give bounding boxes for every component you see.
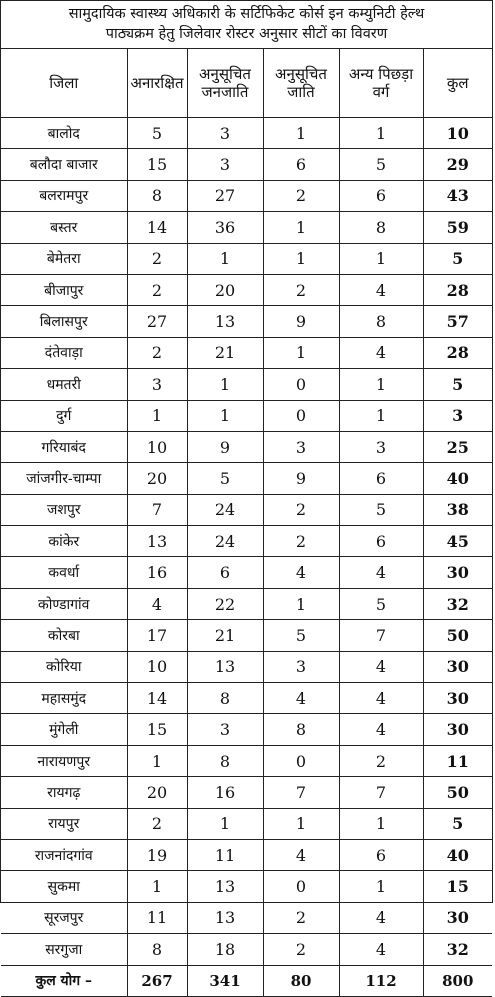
other-backward-class-cell: 1 <box>339 808 423 839</box>
title-line-2: पाठ्यक्रम हेतु जिलेवार रोस्टर अनुसार सीटों का विवरण <box>105 26 388 42</box>
total-cell: 30 <box>423 902 492 933</box>
scheduled-caste-cell: 0 <box>263 369 339 400</box>
table-row <box>1 902 492 933</box>
total-cell: 10 <box>423 118 492 149</box>
total-cell: 5 <box>423 369 492 400</box>
total-cell: 40 <box>423 839 492 870</box>
unreserved-cell: 2 <box>127 243 187 274</box>
header-total: कुल <box>423 49 492 118</box>
unreserved-cell: 15 <box>127 149 187 180</box>
other-backward-class-cell: 6 <box>339 839 423 870</box>
header-other-backward-class: अन्य पिछड़ा वर्ग <box>339 49 423 118</box>
table-total-row <box>1 965 492 996</box>
unreserved-cell: 20 <box>127 463 187 494</box>
district-cell: दंतेवाड़ा <box>1 337 127 368</box>
table-row <box>1 683 492 714</box>
table-row <box>1 934 492 965</box>
total-cell: 5 <box>423 243 492 274</box>
other-backward-class-cell: 5 <box>339 494 423 525</box>
total-cell: 57 <box>423 306 492 337</box>
total-cell: 32 <box>423 588 492 619</box>
scheduled-tribe-cell: 16 <box>187 777 263 808</box>
table-body <box>1 118 492 966</box>
table-row <box>1 212 492 243</box>
district-cell: सूरजपुर <box>1 902 127 933</box>
other-backward-class-cell: 1 <box>339 871 423 902</box>
scheduled-tribe-cell: 1 <box>187 243 263 274</box>
scheduled-caste-cell: 0 <box>263 400 339 431</box>
district-cell: धमतरी <box>1 369 127 400</box>
scheduled-caste-cell: 1 <box>263 118 339 149</box>
total-cell: 29 <box>423 149 492 180</box>
other-backward-class-cell: 1 <box>339 118 423 149</box>
other-backward-class-cell: 8 <box>339 212 423 243</box>
district-cell: बस्तर <box>1 212 127 243</box>
scheduled-caste-cell: 8 <box>263 714 339 745</box>
table-row <box>1 839 492 870</box>
unreserved-cell: 16 <box>127 557 187 588</box>
header-scheduled-caste: अनुसूचित जाति <box>263 49 339 118</box>
unreserved-cell: 1 <box>127 400 187 431</box>
table-row <box>1 588 492 619</box>
district-cell: बिलासपुर <box>1 306 127 337</box>
total-cell: 3 <box>423 400 492 431</box>
other-backward-class-cell: 7 <box>339 777 423 808</box>
unreserved-cell: 17 <box>127 620 187 651</box>
district-cell: कांकेर <box>1 526 127 557</box>
scheduled-tribe-cell: 6 <box>187 557 263 588</box>
district-cell: रायगढ़ <box>1 777 127 808</box>
scheduled-tribe-cell: 9 <box>187 431 263 462</box>
scheduled-tribe-cell: 13 <box>187 902 263 933</box>
total-cell: 38 <box>423 494 492 525</box>
other-backward-class-cell: 4 <box>339 274 423 305</box>
grand-total-unreserved: 267 <box>127 965 187 996</box>
total-cell: 30 <box>423 557 492 588</box>
table-row <box>1 620 492 651</box>
grand-total-total: 800 <box>423 965 492 996</box>
total-cell: 5 <box>423 808 492 839</box>
table-row <box>1 149 492 180</box>
scheduled-caste-cell: 2 <box>263 902 339 933</box>
district-cell: बीजापुर <box>1 274 127 305</box>
table-row <box>1 431 492 462</box>
scheduled-tribe-cell: 36 <box>187 212 263 243</box>
unreserved-cell: 19 <box>127 839 187 870</box>
total-cell: 25 <box>423 431 492 462</box>
table-row <box>1 118 492 149</box>
table-row <box>1 651 492 682</box>
scheduled-tribe-cell: 20 <box>187 274 263 305</box>
total-cell: 11 <box>423 745 492 776</box>
total-cell: 28 <box>423 274 492 305</box>
scheduled-caste-cell: 2 <box>263 934 339 965</box>
other-backward-class-cell: 6 <box>339 463 423 494</box>
district-cell: कोण्डागांव <box>1 588 127 619</box>
scheduled-caste-cell: 4 <box>263 839 339 870</box>
total-cell: 30 <box>423 714 492 745</box>
table-row <box>1 337 492 368</box>
scheduled-tribe-cell: 1 <box>187 400 263 431</box>
table-row <box>1 180 492 211</box>
scheduled-caste-cell: 1 <box>263 808 339 839</box>
district-cell: रायपुर <box>1 808 127 839</box>
scheduled-tribe-cell: 3 <box>187 118 263 149</box>
unreserved-cell: 14 <box>127 212 187 243</box>
unreserved-cell: 11 <box>127 902 187 933</box>
other-backward-class-cell: 8 <box>339 306 423 337</box>
scheduled-caste-cell: 2 <box>263 494 339 525</box>
other-backward-class-cell: 1 <box>339 243 423 274</box>
unreserved-cell: 20 <box>127 777 187 808</box>
scheduled-caste-cell: 1 <box>263 212 339 243</box>
grand-total-other-backward-class: 112 <box>339 965 423 996</box>
district-cell: दुर्ग <box>1 400 127 431</box>
scheduled-caste-cell: 1 <box>263 243 339 274</box>
scheduled-caste-cell: 6 <box>263 149 339 180</box>
total-cell: 40 <box>423 463 492 494</box>
other-backward-class-cell: 3 <box>339 431 423 462</box>
district-cell: कोरिया <box>1 651 127 682</box>
table-row <box>1 777 492 808</box>
district-cell: बलरामपुर <box>1 180 127 211</box>
district-cell: मुंगेली <box>1 714 127 745</box>
unreserved-cell: 1 <box>127 871 187 902</box>
other-backward-class-cell: 1 <box>339 400 423 431</box>
district-cell: कवर्धा <box>1 557 127 588</box>
district-cell: नारायणपुर <box>1 745 127 776</box>
table-row <box>1 494 492 525</box>
other-backward-class-cell: 7 <box>339 620 423 651</box>
table-header-row <box>1 49 492 118</box>
grand-total-label: कुल योग – <box>1 965 127 996</box>
scheduled-tribe-cell: 8 <box>187 745 263 776</box>
district-cell: जशपुर <box>1 494 127 525</box>
total-cell: 30 <box>423 683 492 714</box>
other-backward-class-cell: 4 <box>339 934 423 965</box>
table-row <box>1 243 492 274</box>
header-unreserved: अनारक्षित <box>127 49 187 118</box>
scheduled-tribe-cell: 5 <box>187 463 263 494</box>
other-backward-class-cell: 4 <box>339 714 423 745</box>
unreserved-cell: 8 <box>127 934 187 965</box>
other-backward-class-cell: 2 <box>339 745 423 776</box>
other-backward-class-cell: 5 <box>339 588 423 619</box>
scheduled-caste-cell: 1 <box>263 588 339 619</box>
other-backward-class-cell: 6 <box>339 180 423 211</box>
unreserved-cell: 15 <box>127 714 187 745</box>
scheduled-tribe-cell: 1 <box>187 369 263 400</box>
total-cell: 30 <box>423 651 492 682</box>
district-cell: कोरबा <box>1 620 127 651</box>
scheduled-caste-cell: 3 <box>263 431 339 462</box>
scheduled-tribe-cell: 1 <box>187 808 263 839</box>
unreserved-cell: 10 <box>127 651 187 682</box>
unreserved-cell: 10 <box>127 431 187 462</box>
scheduled-caste-cell: 2 <box>263 274 339 305</box>
seat-roster-table <box>1 49 492 997</box>
total-cell: 59 <box>423 212 492 243</box>
scheduled-caste-cell: 0 <box>263 745 339 776</box>
total-cell: 50 <box>423 620 492 651</box>
other-backward-class-cell: 4 <box>339 683 423 714</box>
other-backward-class-cell: 4 <box>339 557 423 588</box>
scheduled-caste-cell: 5 <box>263 620 339 651</box>
unreserved-cell: 2 <box>127 274 187 305</box>
table-row <box>1 745 492 776</box>
unreserved-cell: 2 <box>127 808 187 839</box>
district-cell: सरगुजा <box>1 934 127 965</box>
table-row <box>1 463 492 494</box>
district-cell: जांजगीर-चाम्पा <box>1 463 127 494</box>
table-row <box>1 400 492 431</box>
scheduled-caste-cell: 3 <box>263 651 339 682</box>
unreserved-cell: 14 <box>127 683 187 714</box>
scheduled-tribe-cell: 3 <box>187 714 263 745</box>
total-cell: 43 <box>423 180 492 211</box>
scheduled-tribe-cell: 8 <box>187 683 263 714</box>
district-cell: बलौदा बाजार <box>1 149 127 180</box>
table-row <box>1 526 492 557</box>
table-row <box>1 871 492 902</box>
unreserved-cell: 13 <box>127 526 187 557</box>
document-title <box>1 1 492 49</box>
scheduled-caste-cell: 0 <box>263 871 339 902</box>
district-cell: बालोद <box>1 118 127 149</box>
scheduled-caste-cell: 1 <box>263 337 339 368</box>
other-backward-class-cell: 4 <box>339 651 423 682</box>
table-row <box>1 808 492 839</box>
unreserved-cell: 7 <box>127 494 187 525</box>
table-row <box>1 557 492 588</box>
grand-total-scheduled-caste: 80 <box>263 965 339 996</box>
total-cell: 28 <box>423 337 492 368</box>
unreserved-cell: 3 <box>127 369 187 400</box>
other-backward-class-cell: 4 <box>339 337 423 368</box>
scheduled-caste-cell: 2 <box>263 526 339 557</box>
header-scheduled-tribe: अनुसूचित जनजाति <box>187 49 263 118</box>
scheduled-tribe-cell: 22 <box>187 588 263 619</box>
scheduled-caste-cell: 9 <box>263 306 339 337</box>
scheduled-tribe-cell: 13 <box>187 651 263 682</box>
scheduled-tribe-cell: 11 <box>187 839 263 870</box>
other-backward-class-cell: 5 <box>339 149 423 180</box>
scheduled-tribe-cell: 24 <box>187 494 263 525</box>
table-row <box>1 714 492 745</box>
scheduled-tribe-cell: 13 <box>187 871 263 902</box>
scheduled-tribe-cell: 21 <box>187 337 263 368</box>
unreserved-cell: 1 <box>127 745 187 776</box>
scheduled-caste-cell: 4 <box>263 557 339 588</box>
other-backward-class-cell: 4 <box>339 902 423 933</box>
total-cell: 45 <box>423 526 492 557</box>
unreserved-cell: 2 <box>127 337 187 368</box>
scheduled-caste-cell: 7 <box>263 777 339 808</box>
scheduled-tribe-cell: 21 <box>187 620 263 651</box>
title-line-1: सामुदायिक स्वास्थ्य अधिकारी के सर्टिफिकेट कोर्स इन कम्युनिटी हेल्थ <box>68 6 425 22</box>
table-row <box>1 369 492 400</box>
total-cell: 50 <box>423 777 492 808</box>
grand-total-scheduled-tribe: 341 <box>187 965 263 996</box>
table-row <box>1 306 492 337</box>
scheduled-tribe-cell: 13 <box>187 306 263 337</box>
unreserved-cell: 4 <box>127 588 187 619</box>
district-cell: महासमुंद <box>1 683 127 714</box>
scheduled-tribe-cell: 27 <box>187 180 263 211</box>
unreserved-cell: 5 <box>127 118 187 149</box>
scheduled-caste-cell: 2 <box>263 180 339 211</box>
district-cell: राजनांदगांव <box>1 839 127 870</box>
scheduled-tribe-cell: 24 <box>187 526 263 557</box>
scheduled-caste-cell: 4 <box>263 683 339 714</box>
unreserved-cell: 27 <box>127 306 187 337</box>
district-cell: बेमेतरा <box>1 243 127 274</box>
total-cell: 32 <box>423 934 492 965</box>
other-backward-class-cell: 6 <box>339 526 423 557</box>
district-cell: सुकमा <box>1 871 127 902</box>
table-row <box>1 274 492 305</box>
district-cell: गरियाबंद <box>1 431 127 462</box>
total-cell: 15 <box>423 871 492 902</box>
unreserved-cell: 8 <box>127 180 187 211</box>
header-district: जिला <box>1 49 127 118</box>
scheduled-caste-cell: 9 <box>263 463 339 494</box>
scheduled-tribe-cell: 18 <box>187 934 263 965</box>
other-backward-class-cell: 1 <box>339 369 423 400</box>
scheduled-tribe-cell: 3 <box>187 149 263 180</box>
